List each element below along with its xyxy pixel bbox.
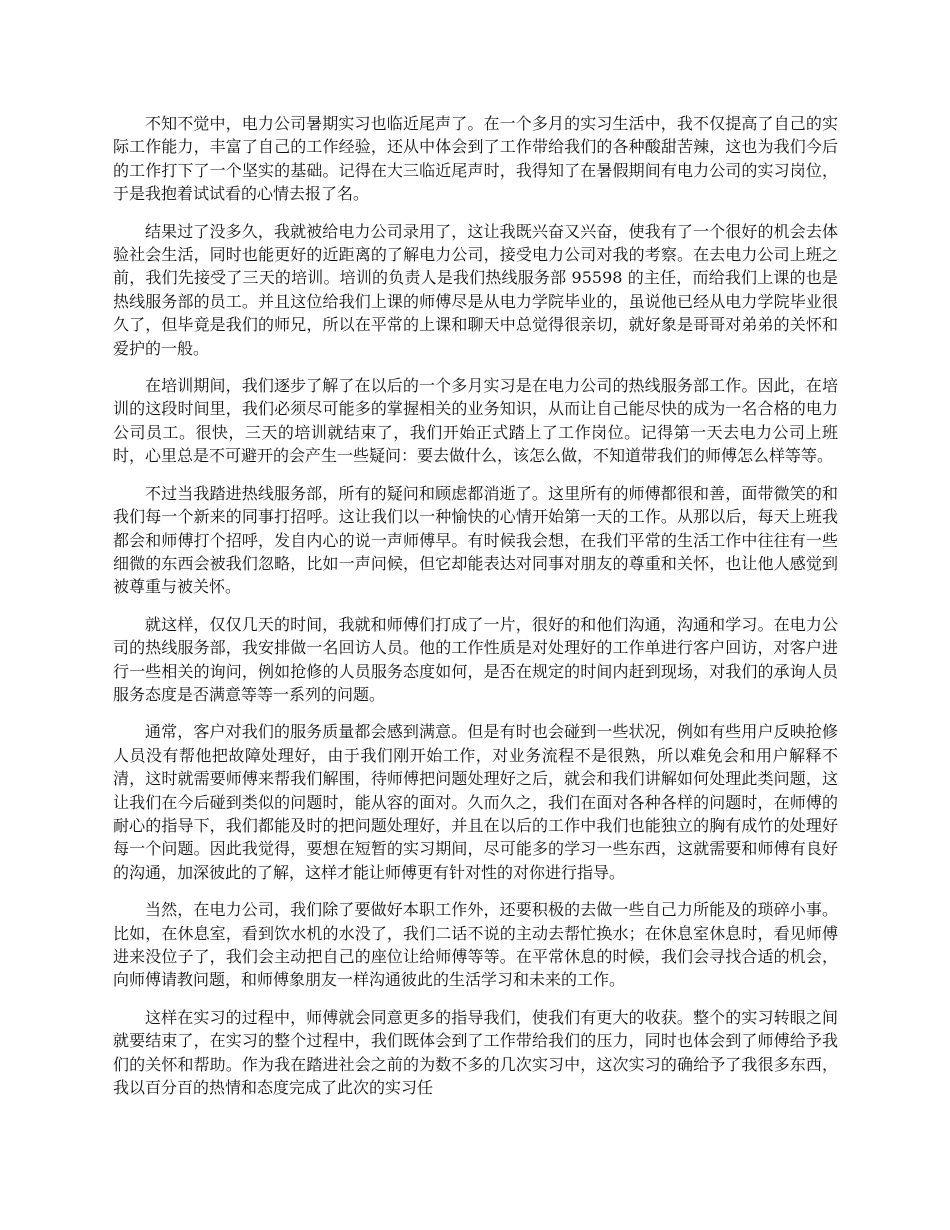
paragraph-8: 这样在实习的过程中，师傅就会同意更多的指导我们，使我们有更大的收获。整个的实习转眼之间就要结束了，在实习的整个过程中，我们既体会到了工作带给我们的压力，同时也体会到了师傅给予我们的关怀和帮助。作为我在踏进社会之前的为数不多的几次实习中，这次实习的确给予了我很多东西，我以百分百的热情和态度完成了此次的实习任 [113,1007,838,1098]
paragraph-7: 当然，在电力公司，我们除了要做好本职工作外，还要积极的去做一些自己力所能及的琐碎小事。比如，在休息室，看到饮水机的水没了，我们二话不说的主动去帮忙换水；在休息室休息时，看见师傅进来没位子了，我们会主动把自己的座位让给师傅等等。在平常休息的时候，我们会寻找合适的机会，向师傅请教问题，和师傅象朋友一样沟通彼此的生活学习和未来的工作。 [113,900,838,990]
paragraph-2: 结果过了没多久，我就被给电力公司录用了，这让我既兴奋又兴奋，使我有了一个很好的机会去体验社会生活，同时也能更好的近距离的了解电力公司，接受电力公司对我的考察。在去电力公司上班之前，我们先接受了三天的培训。培训的负责人是我们热线服务部 95598 的主任，而给我们上课的也是热线服务部的员工。并且这位给我们上课的师傅尽是从电力学院毕业的，虽说他已经从电力学院毕业很久了，但毕竟是我们的师兄，所以在平常的上课和聊天中总觉得很亲切，就好象是哥哥对弟弟的关怀和爱护的一般。 [113,221,838,358]
paragraph-6: 通常，客户对我们的服务质量都会感到满意。但是有时也会碰到一些状况，例如有些用户反映抢修人员没有帮他把故障处理好，由于我们刚开始工作，对业务流程不是很熟，所以难免会和用户解释不清，这时就需要师傅来帮我们解围，待师傅把问题处理好之后，就会和我们讲解如何处理此类问题，这让我们在今后碰到类似的问题时，能从容的面对。久而久之，我们在面对各种各样的问题时，在师傅的耐心的指导下，我们都能及时的把问题处理好，并且在以后的工作中我们也能独立的胸有成竹的处理好每一个问题。因此我觉得，要想在短暂的实习期间，尽可能多的学习一些东西，这就需要和师傅有良好的沟通，加深彼此的了解，这样才能让师傅更有针对性的对你进行指导。 [113,722,838,882]
document-body [113,112,838,1113]
paragraph-3: 在培训期间，我们逐步了解了在以后的一个多月实习是在电力公司的热线服务部工作。因此，在培训的这段时间里，我们必须尽可能多的掌握相关的业务知识，从而让自己能尽快的成为一名合格的电力公司员工。很快，三天的培训就结束了，我们开始正式踏上了工作岗位。记得第一天去电力公司上班时，心里总是不可避开的会产生一些疑问：要去做什么，该怎么做，不知道带我们的师傅怎么样等等。 [113,376,838,466]
paragraph-4: 不过当我踏进热线服务部，所有的疑问和顾虑都消逝了。这里所有的师傅都很和善，面带微笑的和我们每一个新来的同事打招呼。这让我们以一种愉快的心情开始第一天的工作。从那以后，每天上班我都会和师傅打个招呼，发自内心的说一声师傅早。有时候我会想，在我们平常的生活工作中往往有一些细微的东西会被我们忽略，比如一声问候，但它却能表达对同事对朋友的尊重和关怀，也让他人感觉到被尊重与被关怀。 [113,483,838,597]
paragraph-5: 就这样，仅仅几天的时间，我就和师傅们打成了一片，很好的和他们沟通，沟通和学习。在电力公司的热线服务部，我安排做一名回访人员。他的工作性质是对处理好的工作单进行客户回访，对客户进行一些相关的询问，例如抢修的人员服务态度如何，是否在规定的时间内赶到现场，对我们的承询人员服务态度是否满意等等一系列的问题。 [113,614,838,704]
paragraph-1: 不知不觉中，电力公司暑期实习也临近尾声了。在一个多月的实习生活中，我不仅提高了自己的实际工作能力，丰富了自己的工作经验，还从中体会到了工作带给我们的各种酸甜苦辣，这也为我们今后的工作打下了一个坚实的基础。记得在大三临近尾声时，我得知了在暑假期间有电力公司的实习岗位，于是我抱着试试看的心情去报了名。 [113,114,838,204]
